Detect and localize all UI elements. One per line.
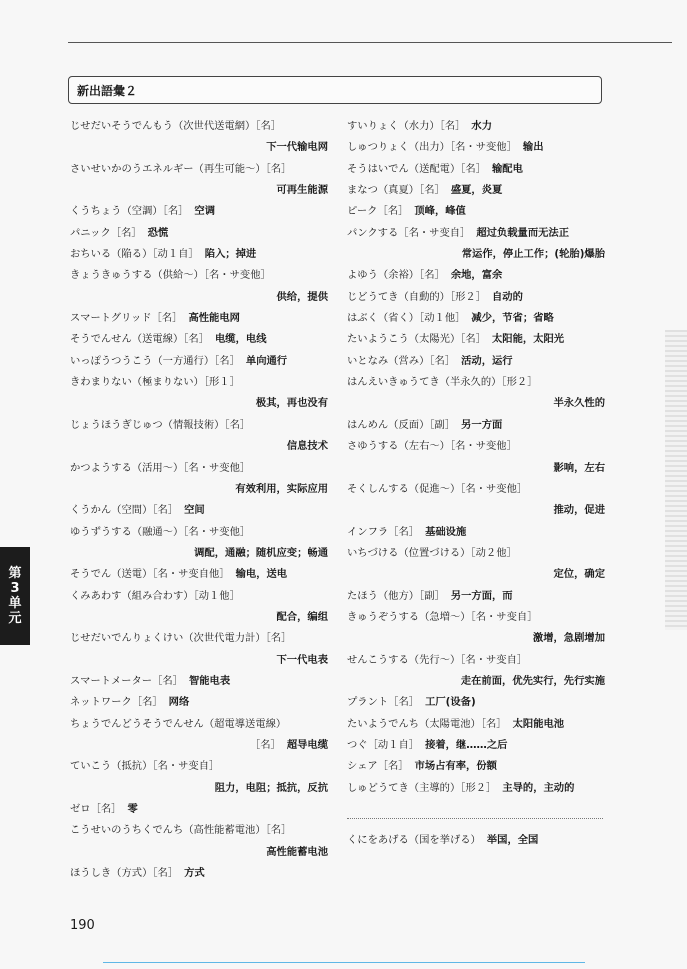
vocab-term: スマートグリッド［名］ [70, 312, 183, 325]
vocab-translation: 影响，左右 [553, 461, 605, 474]
vocab-term: ゼロ［名］ [70, 803, 122, 815]
vocab-term: かつようする（活用～）［名・サ变他］ [70, 461, 251, 474]
vocab-translation: 单向通行 [245, 354, 288, 367]
vocab-translation: 市场占有率，份额 [414, 760, 497, 773]
vocab-line [70, 650, 328, 671]
vocab-line [70, 116, 328, 137]
unit-side-tab [0, 547, 30, 645]
vocab-translation: 接着，继……之后 [425, 738, 508, 751]
scan-edge-artifact [665, 330, 687, 630]
vocab-translation: 输电，送电 [235, 568, 288, 581]
vocab-translation: 信息技术 [286, 440, 328, 453]
vocab-term: はんえいきゅうてき（半永久的）［形２］ [347, 376, 538, 389]
vocab-term: じせだいでんりょくけい（次世代電力計）［名］ [70, 632, 292, 645]
vocab-entry-extra [347, 828, 538, 849]
vocab-term: いちづける（位置づける）［动２他］ [347, 546, 517, 559]
vocab-line [347, 180, 605, 201]
vocab-translation: 顶峰，峰值 [414, 205, 466, 218]
vocab-line [347, 393, 605, 414]
vocab-term: たいようでんち（太陽電池）［名］ [347, 717, 507, 730]
side-tab-char: 3 [10, 581, 20, 596]
vocab-line [347, 522, 605, 543]
vocab-translation: 空调 [194, 205, 216, 218]
vocab-translation: 活动，运行 [461, 354, 513, 367]
vocab-line [347, 159, 605, 180]
vocab-translation: 主导的，主动的 [502, 781, 575, 794]
side-tab-char: 第 [8, 566, 22, 581]
vocab-translation: 半永久性的 [553, 397, 605, 410]
vocab-term: くみあわす（組み合わす）［动１他］ [70, 589, 240, 602]
vocab-translation: 常运作，停止工作；(轮胎)爆胎 [461, 248, 605, 261]
vocab-translation: 调配，通融；随机应变；畅通 [194, 546, 328, 559]
vocab-line [347, 372, 605, 393]
vocab-translation: 智能电表 [188, 674, 231, 687]
vocab-line [70, 415, 328, 436]
vocab-line [347, 458, 605, 479]
vocab-term: まなつ（真夏）［名］ [347, 184, 445, 197]
vocab-line [70, 393, 328, 414]
vocab-line [70, 820, 328, 841]
vocab-line [70, 863, 328, 884]
vocab-translation: 恐慌 [147, 226, 169, 239]
vocab-line [70, 671, 328, 692]
vocab-term: おちいる（陥る）［动１自］ [70, 248, 199, 261]
vocab-translation: 输配电 [492, 162, 523, 175]
vocab-term: パンクする［名・サ变自］ [347, 226, 471, 239]
vocab-translation: 推动，促进 [553, 504, 605, 517]
vocab-line [70, 372, 328, 393]
vocab-translation: 方式 [184, 867, 205, 880]
vocab-term: インフラ［名］ [347, 525, 420, 538]
vocab-term: たほう（他方）［副］ [347, 589, 445, 602]
vocab-translation: 高性能电网 [188, 312, 240, 325]
vocab-translation: 电缆，电线 [215, 333, 267, 346]
side-tab-char: 元 [8, 611, 22, 626]
vocab-term: せんこうする（先行～）［名・サ变自］ [347, 653, 528, 666]
vocab-line [70, 607, 328, 628]
vocab-line [347, 244, 605, 265]
vocab-term: ［名］ [249, 738, 281, 751]
vocab-translation: 太阳能，太阳光 [492, 333, 565, 346]
bottom-accent-line [103, 962, 585, 963]
top-rule [68, 42, 672, 43]
vocab-translation: 水力 [471, 120, 493, 132]
vocab-line [70, 265, 328, 286]
vocab-line [70, 180, 328, 201]
vocab-line [70, 564, 328, 585]
vocab-term: ゆうずうする（融通～）［名・サ变他］ [70, 525, 251, 538]
vocab-line [70, 628, 328, 649]
vocab-line [347, 265, 605, 286]
vocab-term: くにをあげる（国を挙げる） [347, 834, 481, 847]
vocab-line [347, 308, 605, 329]
vocab-line [347, 351, 605, 372]
vocab-line [347, 564, 605, 585]
vocab-line [347, 415, 605, 436]
vocab-term: じどうてき（自動的）［形２］ [347, 290, 487, 303]
vocab-translation: 有效利用，实际应用 [235, 482, 328, 495]
vocab-line [347, 201, 605, 222]
vocab-line [70, 799, 328, 820]
vocab-term: はんめん（反面）［副］ [347, 418, 456, 431]
vocab-term: じょうほうぎじゅつ（情報技術）［名］ [70, 418, 251, 431]
vocab-term: ちょうでんどうそうでんせん（超電導送電線） [70, 717, 287, 730]
vocab-term: ていこう（抵抗）［名・サ变自］ [70, 760, 220, 773]
vocab-translation: 盛夏，炎夏 [450, 184, 503, 197]
dotted-separator [347, 818, 603, 819]
vocab-term: ネットワーク［名］ [70, 696, 163, 709]
section-heading-box [68, 76, 602, 104]
vocab-term: いとなみ（営み）［名］ [347, 354, 456, 367]
vocab-term: さいせいかのうエネルギー（再生可能～）［名］ [70, 162, 292, 175]
vocab-line [347, 778, 605, 799]
vocab-translation: 自动的 [492, 290, 523, 303]
vocab-term: きわまりない（極まりない）［形１］ [70, 376, 240, 389]
vocab-line [347, 735, 605, 756]
vocab-line [347, 479, 605, 500]
vocab-line [70, 223, 328, 244]
vocab-term: すいりょく（水力）［名］ [347, 120, 466, 132]
vocab-translation: 工厂(设备) [425, 696, 476, 709]
vocab-line [70, 201, 328, 222]
vocab-column-right [347, 116, 605, 799]
vocab-term: シェア［名］ [347, 760, 409, 773]
vocab-term: きゅうぞうする（急増～）［名・サ变自］ [347, 610, 538, 623]
vocab-translation: 太阳能电池 [512, 717, 565, 730]
vocab-line [70, 842, 328, 863]
section-title: 新出語彙２ [77, 83, 138, 98]
vocab-line [347, 671, 605, 692]
vocab-line [347, 650, 605, 671]
vocab-term: きょうきゅうする（供給～）［名・サ变他］ [70, 269, 271, 282]
vocab-line [70, 458, 328, 479]
vocab-column-left [70, 116, 328, 884]
vocab-line [70, 735, 328, 756]
vocab-term: しゅつりょく（出力）［名・サ变他］ [347, 141, 517, 154]
vocab-term: たいようこう（太陽光）［名］ [347, 333, 487, 346]
vocab-term: いっぽうつうこう（一方通行）［名］ [70, 354, 240, 367]
vocab-translation: 减少，节省；省略 [471, 312, 554, 325]
vocab-line [347, 714, 605, 735]
vocab-translation: 激增，急剧增加 [532, 632, 605, 645]
vocab-term: ピーク［名］ [347, 205, 409, 218]
vocab-translation: 另一方面 [461, 418, 503, 431]
side-tab-char: 单 [8, 596, 22, 611]
vocab-translation: 供给，提供 [276, 290, 328, 303]
vocab-translation: 另一方面，而 [450, 589, 513, 602]
vocab-line [70, 479, 328, 500]
vocab-term: こうせいのうちくでんち（高性能蓄電池）［名］ [70, 824, 292, 837]
vocab-line [70, 436, 328, 457]
vocab-term: そうでん（送電）［名・サ变自他］ [70, 568, 230, 581]
vocab-line [347, 500, 605, 521]
vocab-term: そうはいでん（送配電）［名］ [347, 162, 487, 175]
vocab-translation: 高性能蓄电池 [266, 845, 328, 858]
vocab-translation: 举国，全国 [486, 834, 539, 847]
vocab-line [70, 351, 328, 372]
vocab-translation: 余地，富余 [450, 269, 503, 282]
vocab-term: じせだいそうでんもう（次世代送電網）［名］ [70, 120, 282, 132]
vocab-translation: 基础设施 [425, 525, 467, 538]
vocab-line [70, 159, 328, 180]
vocab-translation: 配合，编组 [276, 610, 328, 623]
vocab-translation: 阻力，电阻；抵抗，反抗 [214, 781, 328, 794]
vocab-translation: 陷入；掉进 [204, 248, 257, 261]
vocab-line [347, 607, 605, 628]
vocab-translation: 输出 [522, 141, 544, 154]
vocab-line [347, 436, 605, 457]
vocab-term: よゆう（余裕）［名］ [347, 269, 445, 282]
vocab-line [347, 586, 605, 607]
vocab-line [70, 137, 328, 158]
vocab-line [347, 329, 605, 350]
vocab-translation: 超导电缆 [286, 738, 328, 751]
vocab-translation: 空间 [184, 504, 205, 517]
vocab-term: しゅどうてき（主導的）［形２］ [347, 781, 497, 794]
vocab-line [347, 287, 605, 308]
vocab-line [70, 308, 328, 329]
vocab-term: はぶく（省く）［动１他］ [347, 312, 466, 325]
vocab-translation: 下一代输电网 [266, 141, 328, 154]
vocab-term: そうでんせん（送電線）［名］ [70, 333, 210, 346]
vocab-line [347, 223, 605, 244]
vocab-term: パニック［名］ [70, 226, 142, 239]
vocab-line [70, 756, 328, 777]
vocab-term: つぐ［动１自］ [347, 738, 420, 751]
vocab-translation: 网络 [168, 696, 190, 709]
vocab-line [347, 116, 605, 137]
vocab-translation: 可再生能源 [276, 184, 328, 197]
vocab-line [70, 329, 328, 350]
vocab-translation: 超过负载量而无法正 [476, 226, 570, 239]
vocab-term: スマートメーター［名］ [70, 674, 183, 687]
vocab-line [70, 244, 328, 265]
vocab-term: そくしんする（促進～）［名・サ变他］ [347, 482, 528, 495]
vocab-term: プラント［名］ [347, 696, 420, 709]
vocab-translation: 极其，再也没有 [255, 397, 328, 410]
vocab-line [347, 543, 605, 564]
vocab-term: ほうしき（方式）［名］ [70, 867, 179, 880]
vocab-line [70, 500, 328, 521]
vocab-line [347, 756, 605, 777]
vocab-line [70, 522, 328, 543]
vocab-line [70, 692, 328, 713]
vocab-translation: 下一代电表 [276, 653, 328, 666]
vocab-line [70, 778, 328, 799]
vocab-term: くうちょう（空調）［名］ [70, 205, 189, 218]
vocab-line [70, 543, 328, 564]
vocab-term: くうかん（空間）［名］ [70, 504, 179, 517]
page-number: 190 [70, 918, 95, 933]
vocab-line [347, 628, 605, 649]
vocab-translation: 走在前面，优先实行，先行实施 [460, 674, 605, 687]
vocab-line [347, 692, 605, 713]
vocab-line [347, 137, 605, 158]
vocab-line [70, 714, 328, 735]
vocab-term: さゆうする（左右～）［名・サ变他］ [347, 440, 517, 453]
vocab-translation: 零 [127, 803, 138, 815]
vocab-line [70, 586, 328, 607]
vocab-line [70, 287, 328, 308]
vocab-translation: 定位，确定 [553, 568, 605, 581]
